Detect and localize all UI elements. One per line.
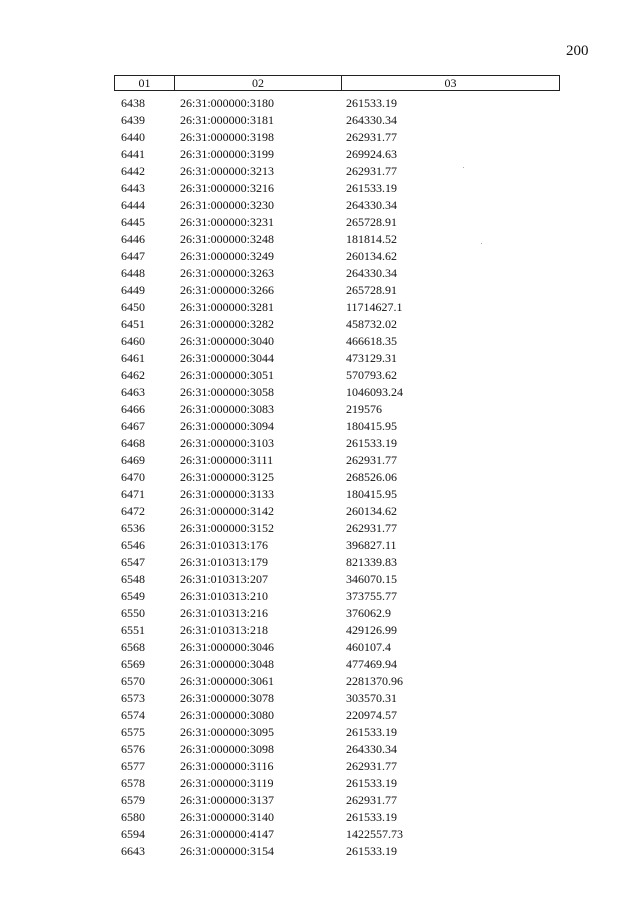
cell-value: 458732.02: [346, 317, 397, 331]
table-row: [114, 265, 560, 282]
cell-number: 6546: [121, 538, 145, 552]
table-row: [114, 95, 560, 112]
cell-value: 265728.91: [346, 283, 397, 297]
table-row: [114, 809, 560, 826]
cell-number: 6451: [121, 317, 145, 331]
cell-value: 264330.34: [346, 266, 397, 280]
cell-value: 261533.19: [346, 436, 397, 450]
cell-number: 6470: [121, 470, 145, 484]
cell-number: 6469: [121, 453, 145, 467]
cell-number: 6440: [121, 130, 145, 144]
cell-number: 6550: [121, 606, 145, 620]
cell-cadastral-id: 26:31:000000:3282: [180, 317, 275, 331]
cell-value: 269924.63: [346, 147, 397, 161]
cell-number: 6549: [121, 589, 145, 603]
cell-number: 6570: [121, 674, 145, 688]
cell-cadastral-id: 26:31:000000:3263: [180, 266, 275, 280]
cell-value: 261533.19: [346, 725, 397, 739]
cell-number: 6443: [121, 181, 145, 195]
cell-number: 6580: [121, 810, 145, 824]
cell-value: 180415.95: [346, 419, 397, 433]
cell-cadastral-id: 26:31:000000:3111: [180, 453, 274, 467]
table-row: [114, 282, 560, 299]
cell-value: 821339.83: [346, 555, 397, 569]
cell-value: 477469.94: [346, 657, 397, 671]
cell-cadastral-id: 26:31:000000:3061: [180, 674, 275, 688]
cell-cadastral-id: 26:31:000000:3137: [180, 793, 275, 807]
cell-value: 570793.62: [346, 368, 397, 382]
cell-cadastral-id: 26:31:000000:3080: [180, 708, 275, 722]
cell-value: 2281370.96: [346, 674, 403, 688]
cell-number: 6448: [121, 266, 145, 280]
cell-value: 262931.77: [346, 453, 397, 467]
cell-number: 6438: [121, 96, 145, 110]
table-row: [114, 231, 560, 248]
table-row: [114, 503, 560, 520]
cell-number: 6460: [121, 334, 145, 348]
cell-number: 6439: [121, 113, 145, 127]
cell-cadastral-id: 26:31:000000:3281: [180, 300, 275, 314]
table-row: [114, 350, 560, 367]
cell-value: 460107.4: [346, 640, 391, 654]
table-row: [114, 826, 560, 843]
table-row: [114, 316, 560, 333]
cell-value: 268526.06: [346, 470, 397, 484]
cell-number: 6471: [121, 487, 145, 501]
cell-value: 376062.9: [346, 606, 391, 620]
cell-cadastral-id: 26:31:000000:3198: [180, 130, 275, 144]
cell-value: 1046093.24: [346, 385, 403, 399]
cell-number: 6536: [121, 521, 145, 535]
cell-number: 6468: [121, 436, 145, 450]
scan-speck: [481, 243, 482, 244]
cell-number: 6447: [121, 249, 145, 263]
cell-value: 473129.31: [346, 351, 397, 365]
cell-number: 6461: [121, 351, 145, 365]
cell-cadastral-id: 26:31:000000:3051: [180, 368, 275, 382]
cell-cadastral-id: 26:31:000000:3154: [180, 844, 275, 858]
table-row: [114, 112, 560, 129]
cell-number: 6444: [121, 198, 145, 212]
cell-number: 6569: [121, 657, 145, 671]
cell-value: 261533.19: [346, 96, 397, 110]
cell-value: 181814.52: [346, 232, 397, 246]
table-row: [114, 537, 560, 554]
cell-cadastral-id: 26:31:000000:3133: [180, 487, 275, 501]
cell-cadastral-id: 26:31:000000:3199: [180, 147, 275, 161]
table-row: [114, 435, 560, 452]
cell-cadastral-id: 26:31:000000:3230: [180, 198, 275, 212]
cell-cadastral-id: 26:31:010313:179: [180, 555, 269, 569]
cell-number: 6449: [121, 283, 145, 297]
table-row: [114, 214, 560, 231]
table-row: [114, 724, 560, 741]
cell-value: 264330.34: [346, 113, 397, 127]
table-row: [114, 367, 560, 384]
table-row: [114, 588, 560, 605]
cell-value: 219576: [346, 402, 382, 416]
cell-value: 262931.77: [346, 759, 397, 773]
table-row: [114, 129, 560, 146]
cell-number: 6551: [121, 623, 145, 637]
table-row: [114, 741, 560, 758]
header-col-01: 01: [115, 76, 175, 90]
table-row: [114, 197, 560, 214]
table-row: [114, 775, 560, 792]
cell-cadastral-id: 26:31:000000:3249: [180, 249, 275, 263]
cell-cadastral-id: 26:31:000000:3078: [180, 691, 275, 705]
cell-value: 220974.57: [346, 708, 397, 722]
cell-cadastral-id: 26:31:000000:3098: [180, 742, 275, 756]
cell-number: 6578: [121, 776, 145, 790]
cell-number: 6579: [121, 793, 145, 807]
table-row: [114, 401, 560, 418]
table-row: [114, 180, 560, 197]
cell-cadastral-id: 26:31:000000:3125: [180, 470, 275, 484]
table-row: [114, 520, 560, 537]
cell-cadastral-id: 26:31:000000:3046: [180, 640, 275, 654]
table-row: [114, 605, 560, 622]
cell-number: 6466: [121, 402, 145, 416]
cell-value: 262931.77: [346, 793, 397, 807]
cell-cadastral-id: 26:31:000000:3048: [180, 657, 275, 671]
table-row: [114, 707, 560, 724]
scan-speck: [463, 167, 464, 168]
table-row: [114, 299, 560, 316]
cell-cadastral-id: 26:31:000000:3248: [180, 232, 275, 246]
cell-value: 429126.99: [346, 623, 397, 637]
table-row: [114, 554, 560, 571]
cell-cadastral-id: 26:31:000000:3152: [180, 521, 275, 535]
cell-number: 6576: [121, 742, 145, 756]
cell-cadastral-id: 26:31:000000:3044: [180, 351, 275, 365]
cell-number: 6441: [121, 147, 145, 161]
cell-cadastral-id: 26:31:010313:218: [180, 623, 269, 637]
cell-value: 262931.77: [346, 130, 397, 144]
cell-cadastral-id: 26:31:000000:3040: [180, 334, 275, 348]
cell-value: 262931.77: [346, 164, 397, 178]
table-row: [114, 486, 560, 503]
table-row: [114, 690, 560, 707]
cell-cadastral-id: 26:31:000000:4147: [180, 827, 275, 841]
cell-value: 373755.77: [346, 589, 397, 603]
table-row: [114, 758, 560, 775]
cell-value: 260134.62: [346, 504, 397, 518]
cell-cadastral-id: 26:31:010313:216: [180, 606, 269, 620]
cell-cadastral-id: 26:31:000000:3216: [180, 181, 275, 195]
cell-value: 396827.11: [346, 538, 397, 552]
cell-number: 6472: [121, 504, 145, 518]
cell-cadastral-id: 26:31:000000:3095: [180, 725, 275, 739]
cell-number: 6450: [121, 300, 145, 314]
header-col-02: 02: [175, 76, 342, 90]
cell-value: 11714627.1: [346, 300, 403, 314]
header-col-03: 03: [444, 76, 457, 90]
cell-cadastral-id: 26:31:000000:3142: [180, 504, 275, 518]
cell-value: 303570.31: [346, 691, 397, 705]
table-row: [114, 639, 560, 656]
table-row: [114, 792, 560, 809]
cell-number: 6577: [121, 759, 145, 773]
table-row: [114, 418, 560, 435]
table-row: [114, 843, 560, 860]
cell-number: 6445: [121, 215, 145, 229]
table-row: [114, 622, 560, 639]
cell-cadastral-id: 26:31:000000:3119: [180, 776, 274, 790]
cell-value: 261533.19: [346, 776, 397, 790]
table-header: [114, 75, 560, 91]
cell-number: 6594: [121, 827, 145, 841]
table-row: [114, 248, 560, 265]
cell-number: 6463: [121, 385, 145, 399]
cell-number: 6446: [121, 232, 145, 246]
cell-value: 346070.15: [346, 572, 397, 586]
cell-value: 265728.91: [346, 215, 397, 229]
cell-cadastral-id: 26:31:000000:3103: [180, 436, 275, 450]
cell-number: 6442: [121, 164, 145, 178]
cell-number: 6643: [121, 844, 145, 858]
table-row: [114, 452, 560, 469]
cell-number: 6462: [121, 368, 145, 382]
cell-value: 260134.62: [346, 249, 397, 263]
cell-value: 261533.19: [346, 810, 397, 824]
table-row: [114, 146, 560, 163]
cell-number: 6573: [121, 691, 145, 705]
cell-cadastral-id: 26:31:000000:3266: [180, 283, 275, 297]
cell-cadastral-id: 26:31:010313:210: [180, 589, 269, 603]
table-row: [114, 384, 560, 401]
cell-number: 6574: [121, 708, 145, 722]
cell-number: 6548: [121, 572, 145, 586]
cell-cadastral-id: 26:31:000000:3116: [180, 759, 274, 773]
table-row: [114, 469, 560, 486]
table-row: [114, 656, 560, 673]
cell-value: 262931.77: [346, 521, 397, 535]
table-body: [114, 95, 560, 860]
cell-value: 264330.34: [346, 742, 397, 756]
page-number: 200: [566, 43, 589, 59]
cell-value: 264330.34: [346, 198, 397, 212]
cell-number: 6467: [121, 419, 145, 433]
cell-cadastral-id: 26:31:000000:3181: [180, 113, 275, 127]
cell-number: 6547: [121, 555, 145, 569]
cell-value: 466618.35: [346, 334, 397, 348]
cell-cadastral-id: 26:31:000000:3231: [180, 215, 275, 229]
cell-value: 1422557.73: [346, 827, 403, 841]
cell-cadastral-id: 26:31:010313:207: [180, 572, 269, 586]
cell-cadastral-id: 26:31:010313:176: [180, 538, 269, 552]
cell-value: 180415.95: [346, 487, 397, 501]
table-row: [114, 163, 560, 180]
cell-cadastral-id: 26:31:000000:3058: [180, 385, 275, 399]
cell-cadastral-id: 26:31:000000:3094: [180, 419, 275, 433]
cell-number: 6575: [121, 725, 145, 739]
cell-value: 261533.19: [346, 181, 397, 195]
cell-cadastral-id: 26:31:000000:3180: [180, 96, 275, 110]
table-row: [114, 571, 560, 588]
table-row: [114, 673, 560, 690]
cell-cadastral-id: 26:31:000000:3213: [180, 164, 275, 178]
cell-cadastral-id: 26:31:000000:3083: [180, 402, 275, 416]
data-table: [114, 75, 560, 860]
table-row: [114, 333, 560, 350]
cell-cadastral-id: 26:31:000000:3140: [180, 810, 275, 824]
cell-number: 6568: [121, 640, 145, 654]
cell-value: 261533.19: [346, 844, 397, 858]
